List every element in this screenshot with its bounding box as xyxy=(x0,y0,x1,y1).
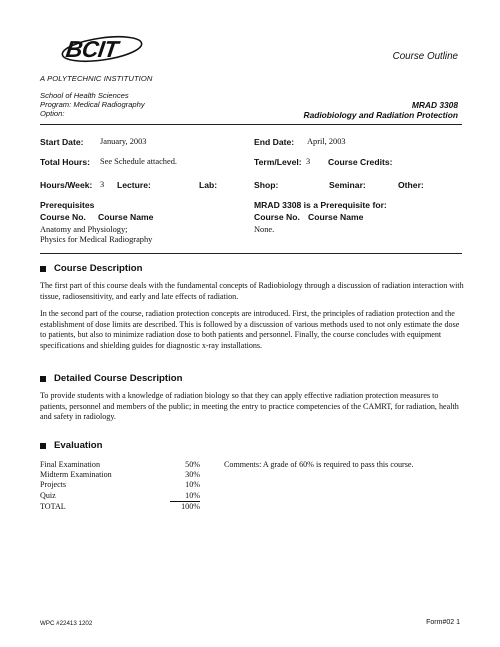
detailed-description-title: Detailed Course Description xyxy=(54,373,183,384)
course-description-title: Course Description xyxy=(54,263,143,274)
shop-label: Shop: xyxy=(254,180,279,190)
institution-tagline: A POLYTECHNIC INSTITUTION xyxy=(40,74,153,83)
bullet-square-icon xyxy=(40,443,46,449)
bullet-square-icon xyxy=(40,376,46,382)
other-label: Other: xyxy=(398,180,424,190)
prereq-item: Anatomy and Physiology; xyxy=(40,225,128,234)
option-label: Option: xyxy=(40,109,65,118)
lecture-label: Lecture: xyxy=(117,180,151,190)
term-level-value: 3 xyxy=(306,157,311,166)
evaluation-heading xyxy=(40,440,103,451)
total-hours-value: See Schedule attached. xyxy=(100,157,177,166)
total-hours-label: Total Hours: xyxy=(40,157,90,167)
program-name: Program: Medical Radiography xyxy=(40,100,145,109)
evaluation-item-label: Midterm Examination xyxy=(40,470,112,480)
evaluation-item-label: Projects xyxy=(40,480,67,490)
evaluation-item-value: 10% xyxy=(185,490,200,500)
evaluation-item-value: 30% xyxy=(185,470,200,480)
bullet-square-icon xyxy=(40,266,46,272)
evaluation-item-value: 50% xyxy=(185,460,200,469)
footer-doc-id: WPC #22413 1202 xyxy=(40,620,93,627)
bcit-logo xyxy=(52,30,147,72)
prereq-for-col-course-name: Course Name xyxy=(308,212,364,222)
info-divider xyxy=(40,253,462,254)
prereq-for-col-course-no: Course No. xyxy=(254,212,300,222)
course-description-paragraph: In the second part of the course, radiation protection concepts are introduced. First, the principles of radiation protection and the establishment of dose limits are described. This is followed by a discussion of various methods used to not only estimate the dose to patients, but also to minimize radiation dose to both patients and personnel. Finally, the course concludes with equipment specifications and shielding guides for diagnostic x-ray installations. xyxy=(40,309,460,350)
course-title: Radiobiology and Radiation Protection xyxy=(303,110,458,120)
end-date-value: April, 2003 xyxy=(307,137,346,146)
detailed-description-heading xyxy=(40,373,182,384)
start-date-value: January, 2003 xyxy=(100,137,147,146)
term-level-label: Term/Level: xyxy=(254,157,302,167)
evaluation-row xyxy=(40,470,200,480)
evaluation-item-label: Quiz xyxy=(40,490,56,500)
evaluation-item-label: Final Examination xyxy=(40,460,101,469)
course-code: MRAD 3308 xyxy=(411,100,458,110)
prereq-col-course-no: Course No. xyxy=(40,212,86,222)
evaluation-total-row xyxy=(40,502,200,512)
evaluation-comments: Comments: A grade of 60% is required to pass this course. xyxy=(224,460,414,469)
end-date-label: End Date: xyxy=(254,137,295,147)
evaluation-total-value: 100% xyxy=(181,502,200,511)
evaluation-table xyxy=(40,460,200,501)
evaluation-row xyxy=(40,460,200,470)
logo-text: BCIT xyxy=(64,36,120,62)
evaluation-title: Evaluation xyxy=(54,440,103,451)
prereq-item: Physics for Medical Radiography xyxy=(40,235,153,244)
prereq-for-item: None. xyxy=(254,225,275,234)
hours-week-value: 3 xyxy=(100,180,105,189)
lab-label: Lab: xyxy=(199,180,218,190)
school-name: School of Health Sciences xyxy=(40,91,129,100)
course-credits-label: Course Credits: xyxy=(328,157,393,167)
prerequisite-for-title: MRAD 3308 is a Prerequisite for: xyxy=(254,200,387,210)
course-description-paragraph: The first part of this course deals with the fundamental concepts of Radiobiology through a discussion of radiation interaction with tissue, radiosensitivity, and early and late effects of radiation. xyxy=(40,281,464,301)
evaluation-row xyxy=(40,480,200,490)
prerequisites-title: Prerequisites xyxy=(40,200,95,210)
footer-form-page: Form#02 1 xyxy=(426,619,460,626)
hours-week-label: Hours/Week: xyxy=(40,180,93,190)
document-type: Course Outline xyxy=(392,51,458,62)
evaluation-row xyxy=(40,491,200,501)
seminar-label: Seminar: xyxy=(329,180,366,190)
course-description-heading xyxy=(40,263,143,274)
detailed-description-paragraph: To provide students with a knowledge of radiation biology so that they can apply effective radiation protection measures to patients, personnel and members of the public; in meeting the entry to practice competencies of the CAMRT, for radiation, health and safety in radiology. xyxy=(40,391,459,422)
evaluation-item-value: 10% xyxy=(185,480,200,490)
start-date-label: Start Date: xyxy=(40,137,84,147)
prereq-col-course-name: Course Name xyxy=(98,212,154,222)
evaluation-total-label: TOTAL xyxy=(40,502,66,511)
header-divider xyxy=(40,124,462,125)
